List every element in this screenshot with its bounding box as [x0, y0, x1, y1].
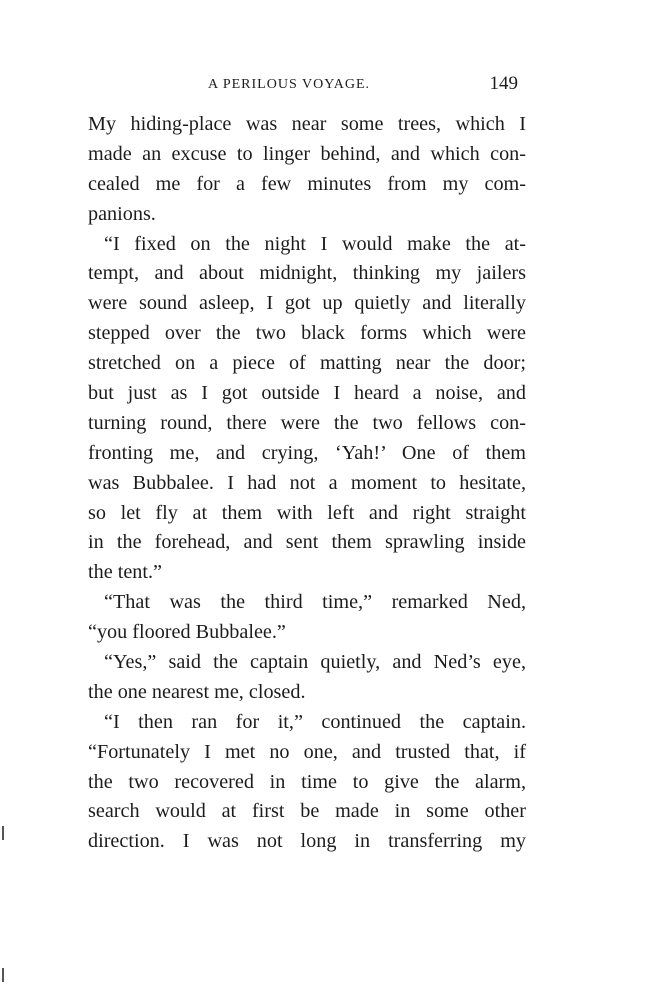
text-line: fronting me, and crying, ‘Yah!’ One of them	[88, 441, 526, 464]
text-line: the one nearest me, closed.	[88, 680, 306, 703]
text-line: “That was the third time,” remarked Ned,	[104, 591, 526, 614]
text-line: “Fortunately I met no one, and trusted that, if	[88, 740, 526, 763]
text-line: were sound asleep, I got up quietly and literally	[88, 292, 526, 315]
text-line: “I then ran for it,” continued the captain.	[104, 710, 526, 733]
text-line: in the forehead, and sent them sprawling inside	[88, 531, 526, 554]
page-number: 149	[489, 73, 518, 94]
text-line: search would at first be made in some other	[88, 800, 526, 823]
text-line: direction. I was not long in transferring my	[88, 830, 526, 853]
running-title: A PERILOUS VOYAGE.	[208, 77, 371, 92]
text-line: “I fixed on the night I would make the at-	[104, 232, 526, 255]
text-line: so let fly at them with left and right straight	[88, 501, 526, 524]
text-line: made an excuse to linger behind, and which con-	[88, 142, 526, 165]
text-line: My hiding-place was near some trees, which I	[88, 113, 526, 135]
scan-edge-mark	[2, 826, 4, 840]
body-text	[88, 110, 526, 857]
text-line: cealed me for a few minutes from my com-	[88, 172, 526, 195]
text-line: panions.	[88, 202, 156, 225]
text-line: “you floored Bubbalee.”	[88, 621, 286, 644]
text-line: tempt, and about midnight, thinking my jailers	[88, 262, 526, 285]
text-line: stepped over the two black forms which were	[88, 322, 526, 345]
text-line: the two recovered in time to give the alarm,	[88, 770, 526, 793]
text-line: was Bubbalee. I had not a moment to hesitate,	[88, 471, 526, 494]
text-line: but just as I got outside I heard a noise, and	[88, 382, 526, 405]
text-line: stretched on a piece of matting near the door;	[88, 352, 526, 375]
text-line: “Yes,” said the captain quietly, and Ned’s eye,	[104, 651, 526, 674]
text-line: the tent.”	[88, 561, 162, 584]
text-line: turning round, there were the two fellows con-	[88, 411, 526, 434]
running-head	[88, 73, 518, 97]
scan-edge-mark	[2, 968, 4, 982]
